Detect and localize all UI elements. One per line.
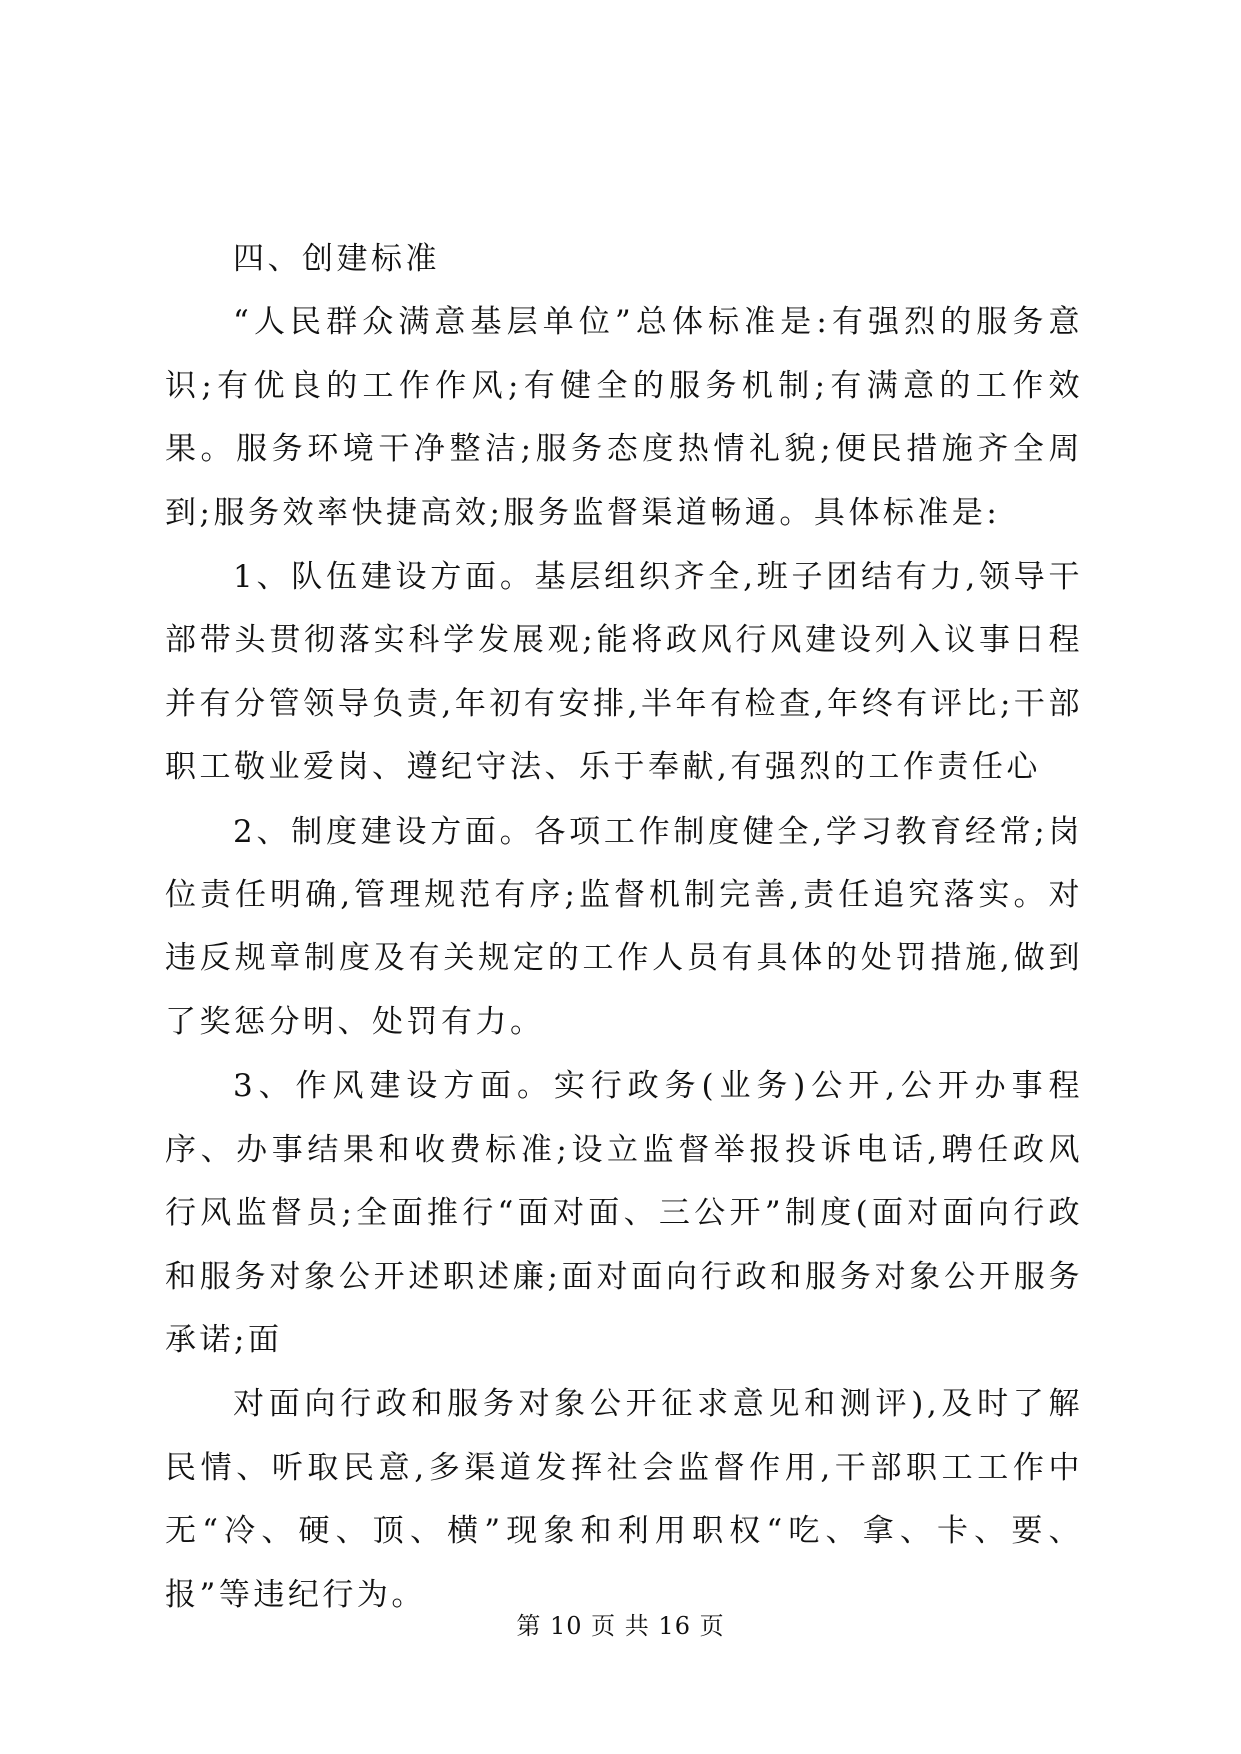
section-heading: 四、创建标准 [233,241,440,277]
paragraph-overall-standard: “人民群众满意基层单位”总体标准是:有强烈的服务意识;有优良的工作作风;有健全的服务机制;有满意的工作效果。服务环境干净整洁;服务态度热情礼貌;便民措施齐全周到;服务效率快捷高效;服务监督渠道畅通。具体标准是: [165,304,1083,531]
paragraph-team-building: 1、队伍建设方面。基层组织齐全,班子团结有力,领导干部带头贯彻落实科学发展观;能将政风行风建设列入议事日程并有分管领导负责,年初有安排,半年有检查,年终有评比;干部职工敬业爱岗、遵纪守法、乐于奉献,有强烈的工作责任心 [165,559,1083,786]
document-body [165,228,1083,1628]
paragraph-system-building: 2、制度建设方面。各项工作制度健全,学习教育经常;岗位责任明确,管理规范有序;监督机制完善,责任追究落实。对违反规章制度及有关规定的工作人员有具体的处罚措施,做到了奖惩分明、处罚有力。 [165,813,1083,1040]
page-number-footer: 第 10 页 共 16 页 [516,1612,725,1640]
paragraph-style-building: 3、作风建设方面。实行政务(业务)公开,公开办事程序、办事结果和收费标准;设立监督举报投诉电话,聘任政风行风监督员;全面推行“面对面、三公开”制度(面对面向行政和服务对象公开述职述廉;面对面向行政和服务对象公开服务承诺;面 [165,1068,1083,1358]
paragraph-style-building-continued: 对面向行政和服务对象公开征求意见和测评),及时了解民情、听取民意,多渠道发挥社会监督作用,干部职工工作中无“冷、硬、顶、横”现象和利用职权“吃、拿、卡、要、报”等违纪行为。 [165,1386,1083,1613]
